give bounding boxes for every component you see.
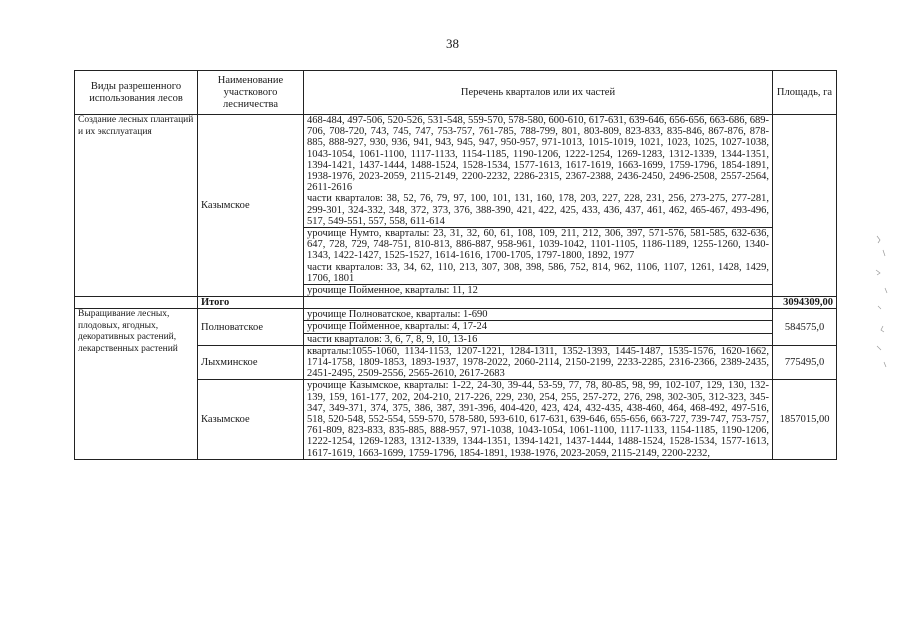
quarters-line: части кварталов: 3, 6, 7, 8, 9, 10, 13-16 <box>307 333 478 345</box>
quarters-parts-text: части кварталов: 38, 52, 76, 79, 97, 100, 101, 131, 160, 178, 203, 227, 228, 231, 256, 273-275, 277-281, 299-301, 324-332, 348, 372, 373, 376, 388-390, 421, 422, 425, 433, 436, 437, 461, 462, 465-467, 493-496, 517, 549-551, 557, 558, 611-614 <box>307 193 769 227</box>
quarters-cell <box>304 228 773 285</box>
header-forestry-name: Наименование участкового лесничества <box>198 71 304 115</box>
area-cell: 775495,0 <box>773 345 837 380</box>
quarters-line: урочище Полноватское, кварталы: 1-690 <box>304 309 772 321</box>
use-type-cell: Выращивание лесных, плодовых, ягодных, декоративных растений, лекарственных растений <box>75 309 198 460</box>
margin-scribble-mark <box>871 230 895 380</box>
forestry-cell: Лыхминское <box>198 345 304 380</box>
total-empty-cell <box>75 297 198 309</box>
area-cell <box>773 115 837 297</box>
total-label: Итого <box>198 297 304 309</box>
quarters-text: урочище Нумто, кварталы: 23, 31, 32, 60, 61, 108, 109, 211, 212, 306, 397, 571-576, 581-585, 632-636, 647, 728, 729, 748-751, 810-813, 886-887, 958-961, 1039-1042, 1101-1105, 1186-1189, 1255-1260, 1340-1343, 1422-1427, 1525-1527, 1614-1616, 1700-1705, 1797-1800, 1892, 1977 <box>307 228 769 262</box>
quarters-cell <box>304 309 773 346</box>
header-quarters-list: Перечень кварталов или их частей <box>304 71 773 115</box>
quarters-text: 468-484, 497-506, 520-526, 531-548, 559-570, 578-580, 600-610, 617-631, 639-646, 656-656, 663-686, 689-706, 708-720, 743, 745, 747, 753-757, 761-785, 788-799, 801, 803-809, 823-833, 835-846, 867-876, 878-885, 888-927, 930, 936, 941, 943, 945, 947, 950-957, 971-1013, 1015-1019, 1021, 1023, 1025, 1027-1038, 1043-1054, 1061-1100, 1117-1133, 1154-1185, 1190-1206, 1222-1254, 1269-1283, 1312-1339, 1344-1351, 1394-1421, 1437-1444, 1488-1524, 1528-1534, 1577-1613, 1617-1619, 1663-1699, 1759-1796, 1854-1891, 1938-1976, 2023-2059, 2115-2149, 2200-2232, 2286-2315, 2367-2388, 2436-2450, 2496-2508, 2557-2564, 2611-2616 <box>307 115 769 194</box>
total-area: 3094309,00 <box>773 297 837 309</box>
quarters-cell: урочище Казымское, кварталы: 1-22, 24-30, 39-44, 53-59, 77, 78, 80-85, 98, 99, 102-107, 129, 130, 132-139, 159, 161-177, 202, 204-210, 217-226, 229, 230, 254, 255, 257-272, 276, 298, 302-305, 312-323, 345-347, 349-371, 374, 375, 386, 387, 391-396, 404-420, 423, 424, 432-435, 438-460, 464, 468-492, 497-516, 518, 520-548, 552-554, 559-570, 578-580, 593-610, 617-631, 639-646, 655-656, 663-727, 739-747, 753-757, 761-809, 823-833, 835-885, 888-957, 971-1038, 1043-1054, 1061-1100, 1117-1133, 1154-1185, 1190-1206, 1222-1254, 1269-1283, 1312-1339, 1344-1351, 1394-1421, 1437-1444, 1488-1524, 1528-1534, 1577-1613, 1617-1619, 1663-1699, 1759-1796, 1854-1891, 1938-1976, 2023-2059, 2115-2149, 2200-2232, <box>304 380 773 459</box>
area-cell: 584575,0 <box>773 309 837 346</box>
table-row <box>75 309 837 346</box>
quarters-line: урочище Пойменное, кварталы: 4, 17-24 <box>304 321 772 333</box>
forestry-cell: Казымское <box>198 115 304 297</box>
quarters-cell: урочище Пойменное, кварталы: 11, 12 <box>304 285 773 297</box>
quarters-cell <box>304 115 773 228</box>
quarters-cell: кварталы:1055-1060, 1134-1153, 1207-1221, 1284-1311, 1352-1393, 1445-1487, 1535-1576, 1620-1662, 1714-1758, 1809-1853, 1893-1937, 1978-2022, 2060-2114, 2150-2199, 2233-2285, 2316-2366, 2389-2435, 2451-2495, 2509-2556, 2565-2610, 2617-2683 <box>304 345 773 380</box>
total-empty-cell <box>304 297 773 309</box>
forest-use-table <box>74 70 837 460</box>
quarters-parts-text: части кварталов: 33, 34, 62, 110, 213, 307, 308, 398, 586, 752, 814, 962, 1106, 1107, 1261, 1428, 1429, 1706, 1801 <box>307 261 769 284</box>
header-area: Площадь, га <box>773 71 837 115</box>
table-row <box>75 115 837 228</box>
header-use-type: Виды разрешенного использования лесов <box>75 71 198 115</box>
page-number: 38 <box>446 36 459 51</box>
total-row <box>75 297 837 309</box>
header-row <box>75 71 837 115</box>
use-type-cell: Создание лесных плантаций и их эксплуатация <box>75 115 198 297</box>
forestry-cell: Полноватское <box>198 309 304 346</box>
forestry-cell: Казымское <box>198 380 304 459</box>
area-cell: 1857015,00 <box>773 380 837 459</box>
